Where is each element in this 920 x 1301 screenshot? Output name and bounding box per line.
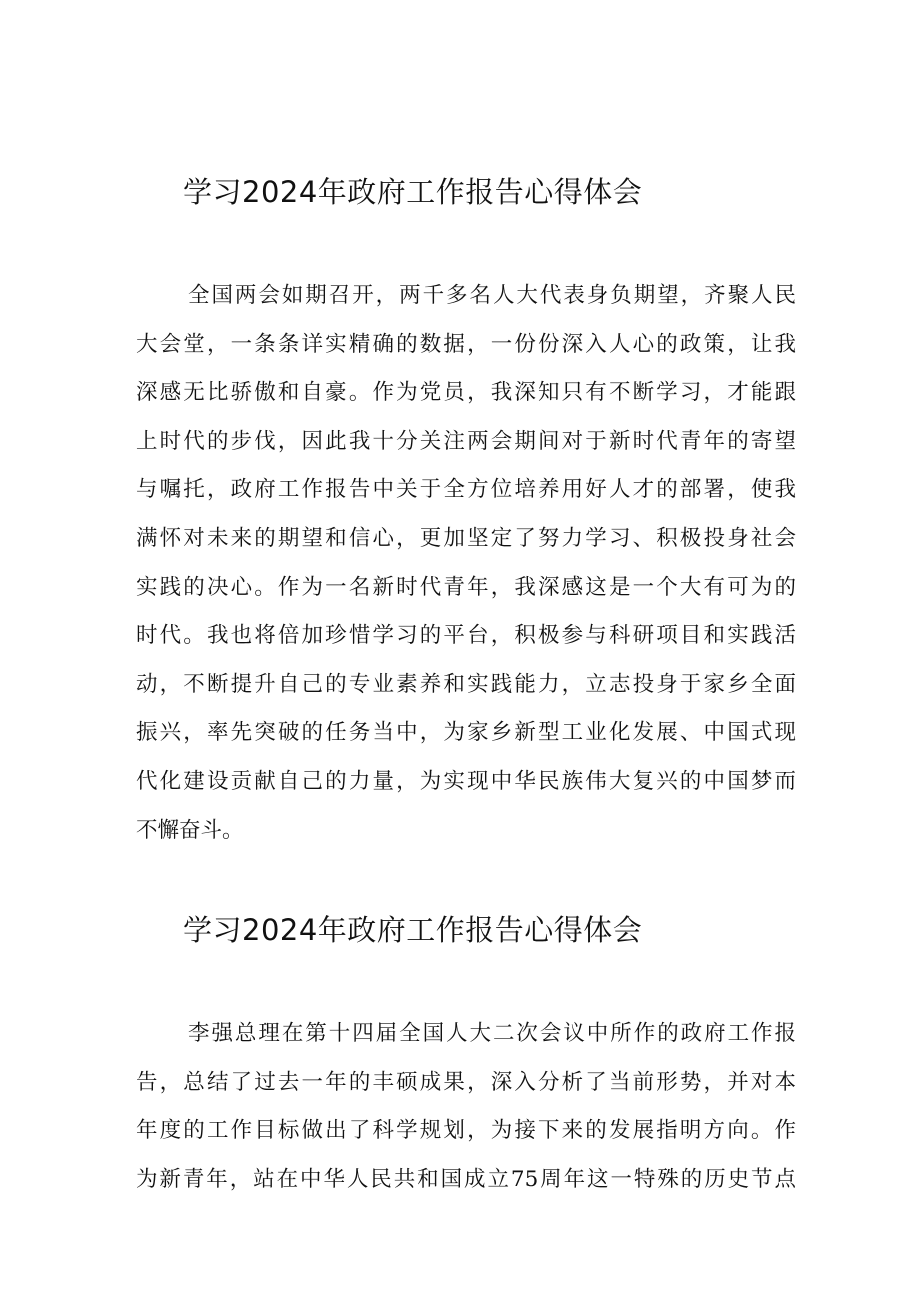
section-title: 学习2024年政府工作报告心得体会 <box>183 175 643 209</box>
paragraph-line: 年度的工作目标做出了科学规划，为接下来的发展指明方向。作 <box>136 1118 796 1144</box>
paragraph-line: 全国两会如期召开，两千多名人大代表身负期望，齐聚人民 <box>188 283 796 308</box>
paragraph-line: 动，不断提升自己的专业素养和实践能力，立志投身于家乡全面 <box>136 671 796 697</box>
paragraph-line: 深感无比骄傲和自豪。作为党员，我深知只有不断学习，才能跟 <box>136 380 796 406</box>
paragraph-line: 满怀对未来的期望和信心，更加坚定了努力学习、积极投身社会 <box>136 525 796 551</box>
section-title: 学习2024年政府工作报告心得体会 <box>183 913 643 947</box>
paragraph-line: 代化建设贡献自己的力量，为实现中华民族伟大复兴的中国梦而 <box>136 768 796 794</box>
section-paragraph <box>136 1010 796 1204</box>
paragraph-line: 告，总结了过去一年的丰硕成果，深入分析了当前形势，并对本 <box>136 1069 796 1095</box>
paragraph-line: 时代。我也将倍加珍惜学习的平台，积极参与科研项目和实践活 <box>136 623 796 649</box>
paragraph-line: 与嘱托，政府工作报告中关于全方位培养用好人才的部署，使我 <box>136 477 796 503</box>
paragraph-line: 为新青年，站在中华人民共和国成立75周年这一特殊的历史节点 <box>136 1166 796 1192</box>
paragraph-line: 李强总理在第十四届全国人大二次会议中所作的政府工作报 <box>188 1021 796 1046</box>
paragraph-line: 大会堂，一条条详实精确的数据，一份份深入人心的政策，让我 <box>136 331 796 357</box>
paragraph-line: 振兴，率先突破的任务当中，为家乡新型工业化发展、中国式现 <box>136 720 796 746</box>
paragraph-line: 实践的决心。作为一名新时代青年，我深感这是一个大有可为的 <box>136 574 796 600</box>
paragraph-line: 上时代的步伐，因此我十分关注两会期间对于新时代青年的寄望 <box>136 428 796 454</box>
paragraph-line: 不懈奋斗。 <box>136 817 244 843</box>
section-paragraph <box>136 272 796 855</box>
